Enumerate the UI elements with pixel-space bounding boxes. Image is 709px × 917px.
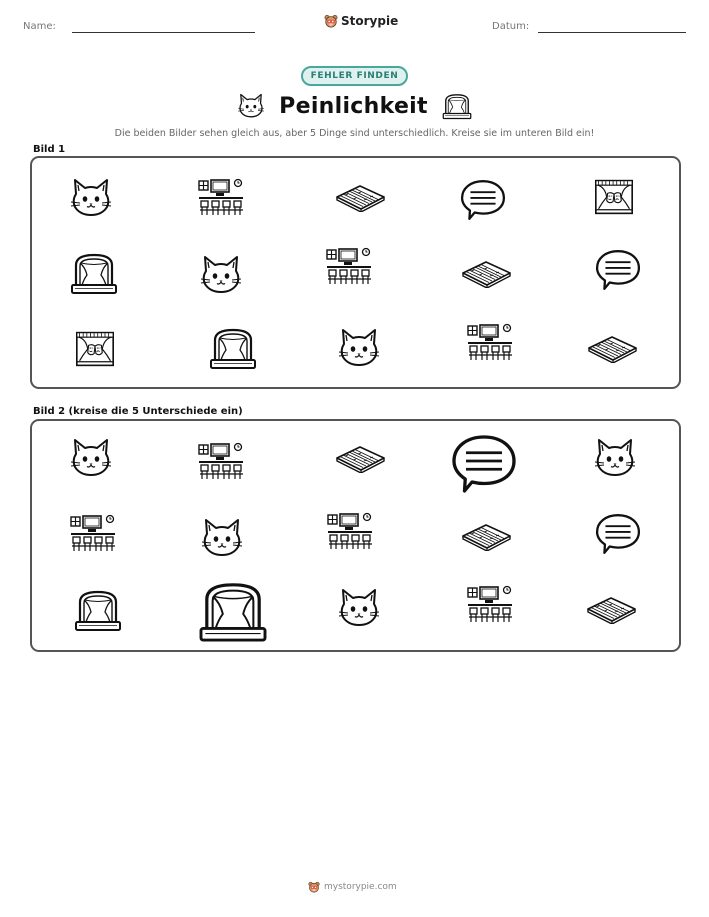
brand-logo bbox=[324, 14, 398, 28]
cat-icon bbox=[339, 330, 379, 365]
footer bbox=[308, 881, 397, 893]
date-label: Datum: bbox=[492, 21, 530, 32]
instructions: Die beiden Bilder sehen gleich aus, aber 5 Dinge sind unterschiedlich. Kreise sie im unteren Bild ein! bbox=[114, 128, 595, 139]
picture1-panel bbox=[30, 156, 681, 389]
classroom-icon[interactable] bbox=[468, 587, 512, 623]
title-row bbox=[0, 92, 709, 120]
classroom-icon bbox=[327, 249, 371, 285]
stage-icon bbox=[72, 255, 116, 293]
name-line[interactable] bbox=[72, 32, 255, 33]
floorboard-icon bbox=[463, 262, 510, 288]
puppet-theater-icon bbox=[596, 181, 632, 214]
floorboard-icon bbox=[337, 186, 384, 212]
cat-icon[interactable] bbox=[202, 520, 242, 555]
stage-icon bbox=[442, 92, 472, 120]
picture1-canvas bbox=[32, 158, 679, 387]
stage-icon bbox=[211, 330, 255, 368]
speech-bubble-icon bbox=[597, 251, 639, 289]
puppet-theater-icon bbox=[77, 333, 113, 366]
name-label: Name: bbox=[23, 21, 56, 32]
picture2-label: Bild 2 (kreise die 5 Unterschiede ein) bbox=[33, 406, 243, 417]
page-title: Peinlichkeit bbox=[279, 93, 428, 119]
stage-icon[interactable] bbox=[201, 585, 265, 640]
bear-logo-icon bbox=[324, 14, 338, 28]
footer-site[interactable]: mystorypie.com bbox=[324, 882, 397, 892]
classroom-icon[interactable] bbox=[71, 516, 115, 552]
speech-bubble-icon[interactable] bbox=[597, 515, 639, 553]
floorboard-icon[interactable] bbox=[337, 447, 384, 473]
speech-bubble-icon[interactable] bbox=[454, 437, 514, 491]
classroom-icon bbox=[468, 325, 512, 361]
picture2-canvas[interactable] bbox=[32, 421, 679, 650]
floorboard-icon bbox=[589, 337, 636, 363]
bear-logo-icon bbox=[308, 881, 320, 893]
badge-row bbox=[0, 66, 709, 86]
floorboard-icon[interactable] bbox=[463, 525, 510, 551]
classroom-icon[interactable] bbox=[328, 514, 372, 550]
classroom-icon bbox=[199, 180, 243, 216]
brand-name: Storypie bbox=[341, 14, 399, 28]
cat-icon bbox=[71, 180, 111, 215]
cat-icon[interactable] bbox=[339, 590, 379, 625]
picture2-panel[interactable] bbox=[30, 419, 681, 652]
date-line[interactable] bbox=[538, 32, 686, 33]
speech-bubble-icon bbox=[462, 181, 504, 219]
stage-icon[interactable] bbox=[76, 592, 120, 630]
cat-icon bbox=[201, 257, 241, 292]
cat-icon bbox=[237, 93, 265, 119]
cat-icon[interactable] bbox=[595, 440, 635, 475]
cat-icon[interactable] bbox=[71, 440, 111, 475]
picture1-label: Bild 1 bbox=[33, 144, 66, 155]
classroom-icon[interactable] bbox=[199, 444, 243, 480]
floorboard-icon[interactable] bbox=[588, 598, 635, 624]
activity-badge: FEHLER FINDEN bbox=[301, 66, 409, 86]
